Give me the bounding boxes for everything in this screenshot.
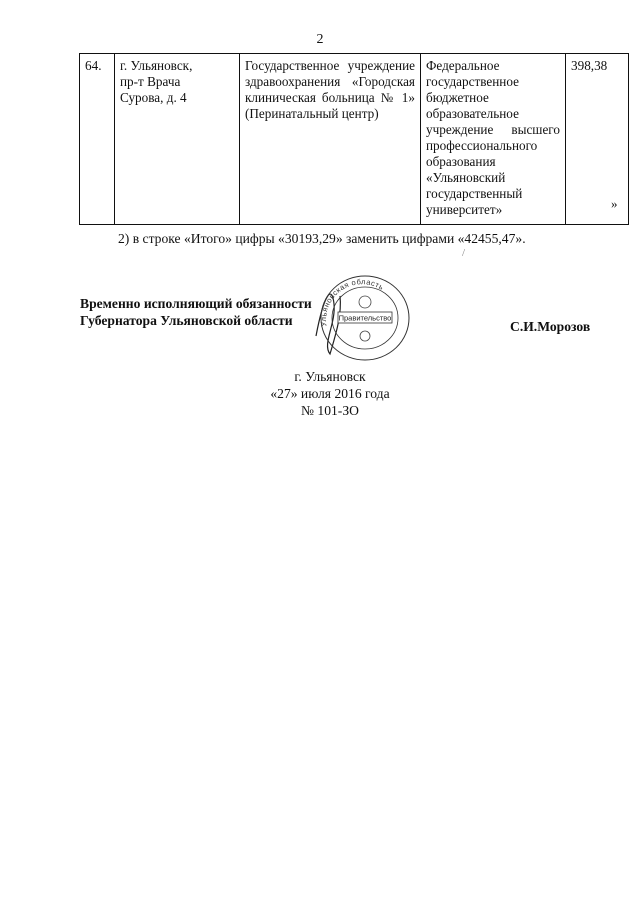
address-cell [115, 54, 240, 225]
signer-title-line: Временно исполняющий обязанности [80, 296, 312, 311]
signer-name: С.И.Морозов [510, 319, 591, 334]
amendment-table [79, 53, 629, 225]
city: г. Ульяновск [294, 369, 366, 384]
address-line: Сурова, д. 4 [120, 90, 187, 105]
amendment-item-2: 2) в строке «Итого» цифры «30193,29» заменить цифрами «42455,47». [118, 231, 526, 246]
address-line: г. Ульяновск, [120, 58, 193, 73]
owner-cell: Федеральное государственное бюджетное образовательное учреждение высшего профессионального образования «Ульяновский государственный университет» [421, 54, 566, 225]
law-number: № 101-ЗО [301, 403, 359, 418]
page-number: 2 [316, 32, 324, 47]
closing-quote: » [611, 196, 618, 211]
signer-title [80, 295, 312, 329]
seal-outer-text: Ульяновская область [318, 277, 386, 327]
place-date-block [0, 368, 640, 419]
row-number-cell: 64. [80, 54, 115, 225]
table-row [80, 54, 629, 225]
institution-cell: Государственное учреждение здравоохранения «Городская клиническая больница № 1» (Перинатальный центр) [240, 54, 421, 225]
area-cell: 398,38 [566, 54, 629, 225]
address-line: пр-т Врача [120, 74, 181, 89]
official-seal-icon [310, 274, 414, 364]
signer-title-line: Губернатора Ульяновской области [80, 313, 293, 328]
seal-inner-text: Правительство [338, 313, 392, 323]
pen-mark: / [462, 247, 466, 259]
date: «27» июля 2016 года [270, 386, 390, 401]
